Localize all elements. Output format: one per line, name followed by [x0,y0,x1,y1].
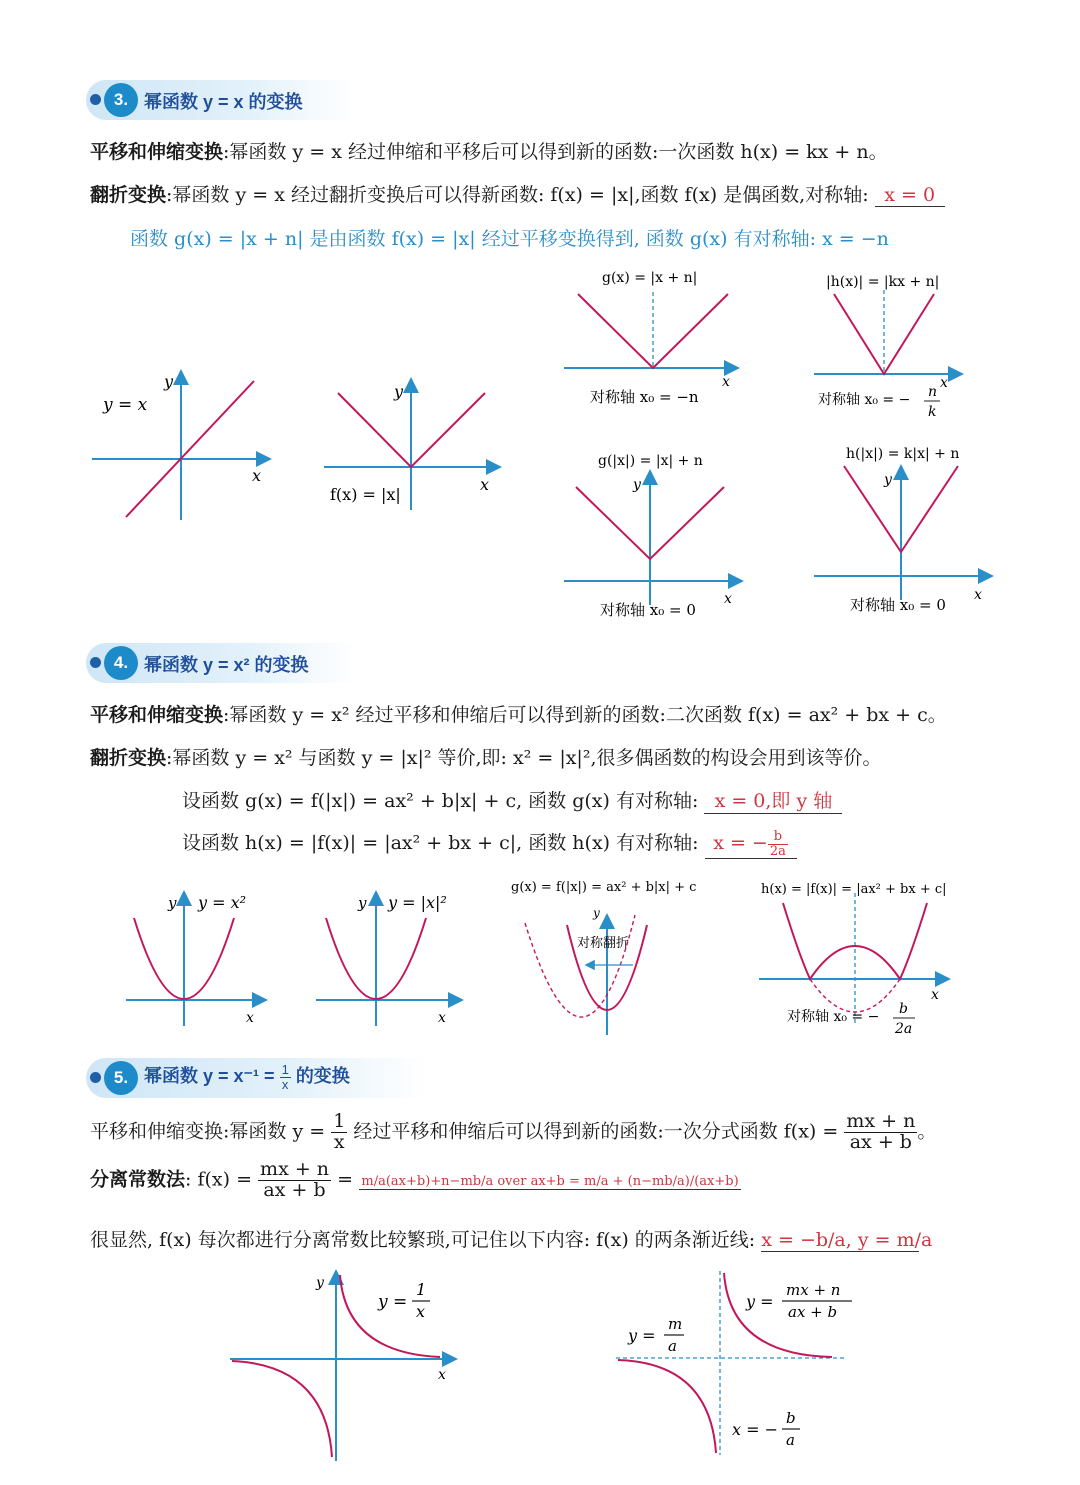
section-number: 5. [104,1061,138,1095]
title-fraction [280,1063,291,1091]
graph-title: g(x) = f(|x|) = ax² + b|x| + c [511,880,697,895]
frac-num: b [786,1409,796,1427]
term-label: 分离常数法 [90,1169,186,1191]
s4-line-1 [90,700,947,727]
fraction [331,1112,347,1153]
graph-label: y = x² [198,893,247,912]
y-label: y [164,372,174,391]
y-label: y [316,1275,324,1291]
graph-title: |h(x)| = |kx + n| [826,274,940,290]
frac-den: x [281,1076,289,1092]
frac-den: ax + b [788,1303,838,1321]
axis-note: 对称轴 x₀ = − [818,392,911,408]
frac-num: m [668,1315,683,1333]
line-text: 。 [917,1120,937,1143]
curve-branch-2 [618,1360,716,1453]
frac-den: ax + b [263,1178,326,1201]
answer-blank: x = 0,即 y 轴 [704,786,842,814]
x-label: x [438,1010,446,1026]
frac-num: 1 [281,1062,289,1078]
answer-blank [705,830,797,859]
y-label: y [633,477,641,493]
line-text: :幂函数 y = x² 与函数 y = |x|² 等价,即: x² = |x|²,很多偶函数的构设会用到该等价。 [166,747,882,769]
line-text: 经过平移和伸缩后可以得到新的函数:一次分式函数 f(x) = [353,1120,839,1143]
section-title [144,1062,350,1091]
graph-square [120,880,270,1030]
x-label: x [940,375,948,391]
fraction [844,1112,917,1153]
frac-den: a [668,1337,677,1355]
section-number: 4. [104,646,138,680]
s3-line-3: 函数 g(x) = |x + n| 是由函数 f(x) = |x| 经过平移变换得到, 函数 g(x) 有对称轴: x = −n [130,228,889,250]
term-label: 翻折变换 [90,748,167,769]
x-label: x [246,1010,254,1026]
graph-label: f(x) = |x| [330,485,401,504]
section-title: 幂函数 y = x² 的变换 [144,655,309,675]
asymptote-label: y = [628,1326,656,1345]
section-5-header [86,1058,426,1098]
fraction [258,1160,331,1201]
answer-blank: x = −b/a, y = m/a [761,1229,933,1251]
frac-num: mx + n [786,1281,841,1299]
frac-num: mx + n [846,1110,916,1132]
frac-num: 1 [333,1110,346,1132]
graph-abs-quadratic [755,875,1000,1040]
axis-note: 对称轴 x₀ = − [787,1009,880,1025]
axis-note: 对称轴 x₀ = 0 [850,596,946,614]
title-text: 幂函数 y = x⁻¹ = [144,1066,275,1086]
s5-line-3 [90,1225,933,1252]
bullet-dot [90,1072,101,1083]
bullet-dot [90,657,101,668]
line-text: :幂函数 y = x² 经过平移和伸缩后可以得到新的函数:二次函数 f(x) = ax² + bx + c。 [223,704,947,726]
graph-abs-linear [810,268,1000,423]
frac-num: n [928,384,938,400]
graph-title: h(|x|) = k|x| + n [846,446,960,462]
section-3-header [86,80,356,120]
line-text: 设函数 g(x) = f(|x|) = ax² + b|x| + c, 函数 g(x) 有对称轴: [182,790,699,812]
line-text: :幂函数 y = x 经过翻折变换后可以得新函数: f(x) = |x|,函数 f(x) 是偶函数,对称轴: [166,184,869,206]
graph-abs-square [310,880,470,1030]
line-text: 设函数 h(x) = |f(x)| = |ax² + bx + c|, 函数 h(x) 有对称轴: [182,832,699,854]
frac-den: a [786,1431,795,1449]
x-label: x [931,987,939,1003]
s4-line-2 [90,743,882,770]
s3-line-2 [90,180,945,207]
graph-abs-up [560,445,750,625]
frac-den: 2a [769,843,786,859]
graph-abs-linear-up [810,440,1000,620]
curve-branch-2 [232,1361,332,1457]
graph-abs-shift [560,262,750,412]
axis-note: 对称轴 x₀ = 0 [600,601,696,619]
answer-blank: x = 0 [875,184,945,207]
y-label: y [168,894,177,912]
frac-num: b [768,830,788,845]
y-label: y [593,906,600,920]
x-label: x [974,587,982,603]
s4-line-3 [182,786,842,814]
y-label: y [884,472,892,488]
s5-line-1 [90,1112,936,1153]
graph-abs [320,375,505,515]
graph-title: h(x) = |f(x)| = |ax² + bx + c| [761,882,947,897]
graph-label: y = |x|² [388,893,447,912]
graph-even-fold [505,875,720,1040]
fold-note: 对称翻折 [577,936,630,951]
frac-den: k [928,404,937,420]
graph-linear [90,365,275,525]
s4-line-4 [182,828,797,859]
graph-title: g(|x|) = |x| + n [598,453,703,469]
frac-den: x [333,1130,345,1153]
x-label: x [722,374,730,390]
x-label: x [724,591,732,607]
frac-num: b [899,1001,908,1017]
y-label: y [394,382,404,401]
answer-blank: m/a(ax+b)+n−mb/a over ax+b = m/a + (n−mb/a)/(ax+b) [359,1174,741,1190]
y-label: y [358,894,367,912]
x-label: x [438,1367,446,1383]
frac-den: x [416,1302,426,1321]
frac-num: mx + n [260,1158,330,1180]
graph-fractional-linear [610,1265,860,1465]
graph-label: y = [746,1292,774,1311]
asymptote-label: x = − [732,1420,779,1439]
section-number: 3. [104,83,138,117]
bullet-dot [90,94,101,105]
line-text: 很显然, f(x) 每次都进行分离常数比较繁琐,可记住以下内容: f(x) 的两条渐近线: [90,1229,756,1251]
graph-label: y = [378,1292,408,1312]
graph-label: y = x [103,395,148,415]
frac-den: ax + b [849,1130,912,1153]
answer-fraction [768,830,788,858]
line-text: :幂函数 y = x 经过伸缩和平移后可以得到新的函数:一次函数 h(x) = kx + n。 [223,141,888,163]
x-label: x [480,475,490,494]
answer-text: x = − [713,832,768,854]
line-text: 平移和伸缩变换:幂函数 y = [90,1120,326,1143]
term-label: 翻折变换 [90,185,167,206]
section-4-header [86,643,356,683]
term-label: 平移和伸缩变换 [90,142,224,163]
axis-note: 对称轴 x₀ = −n [590,388,699,406]
s5-line-2 [90,1160,741,1201]
title-text: 的变换 [295,1066,350,1086]
term-label: 平移和伸缩变换 [90,705,224,726]
frac-den: 2a [895,1021,913,1037]
x-label: x [252,466,262,485]
frac-num: 1 [416,1280,427,1299]
graph-title: g(x) = |x + n| [602,270,698,286]
graph-reciprocal [228,1265,468,1465]
s3-line-1 [90,137,888,164]
line-text: : f(x) = [185,1168,252,1191]
line-text: = [337,1168,353,1191]
section-title: 幂函数 y = x 的变换 [144,92,303,112]
